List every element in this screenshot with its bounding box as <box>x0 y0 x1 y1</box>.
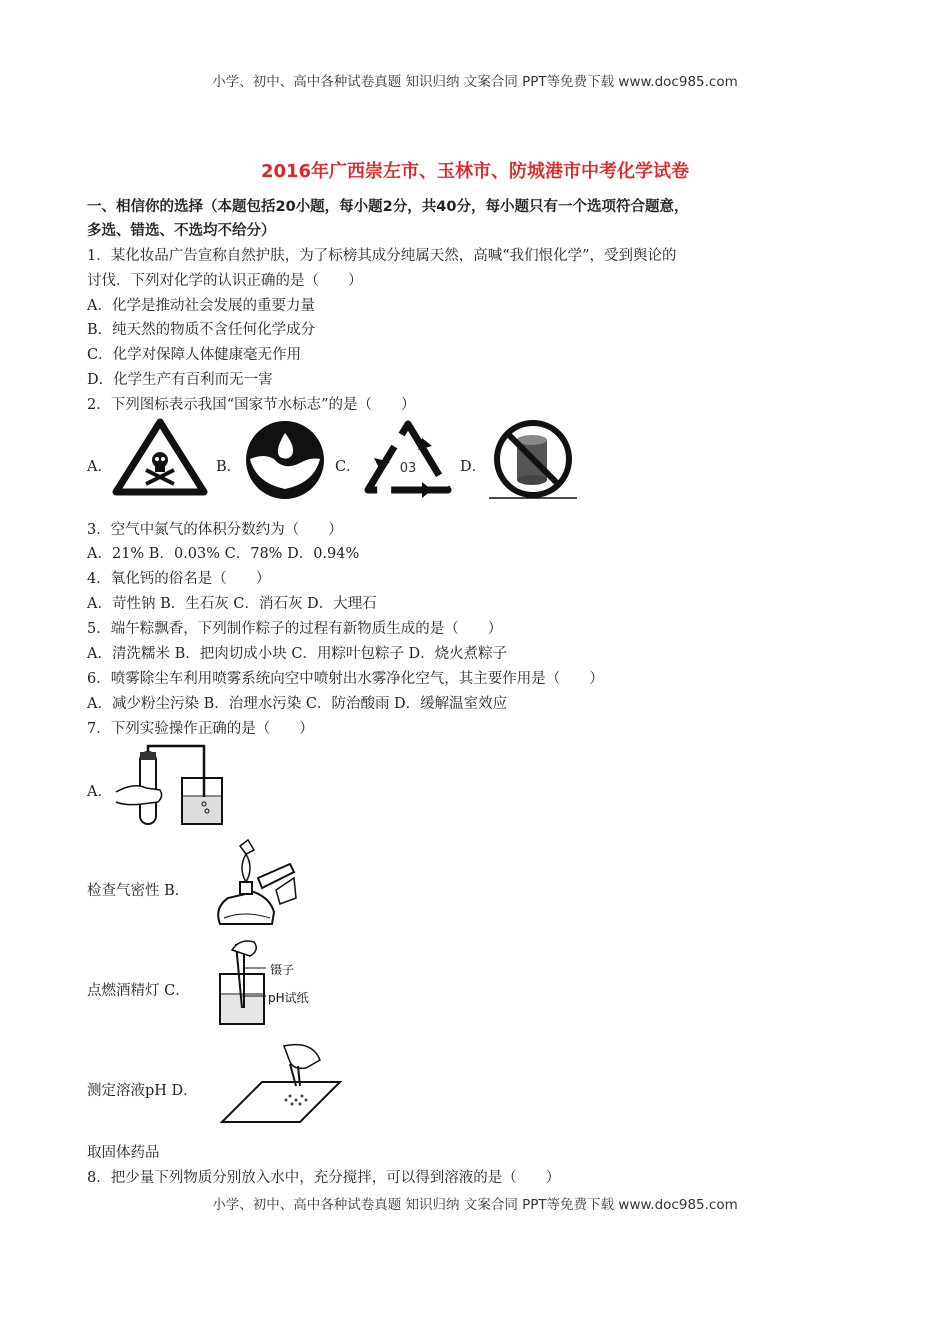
q6-options: A．减少粉尘污染 B．治理水污染 C．防治酸雨 D．缓解温室效应 <box>87 696 508 712</box>
q3-stem: 3．空气中氮气的体积分数约为（ ） <box>87 522 343 538</box>
q2-option-d-label: D． <box>460 459 487 475</box>
q4-stem: 4．氧化钙的俗名是（ ） <box>87 571 271 587</box>
q2-option-a-label: A． <box>87 459 112 475</box>
q5-stem: 5．端午粽飘香，下列制作粽子的过程有新物质生成的是（ ） <box>87 621 503 637</box>
airtightness-check-figure <box>112 744 224 828</box>
water-saving-icon <box>244 419 326 501</box>
q8-stem: 8．把少量下列物质分别放入水中，充分搅拌，可以得到溶液的是（ ） <box>87 1170 561 1186</box>
q7-option-d-label: 测定溶液pH D． <box>87 1083 198 1099</box>
page-title: 2016年广西崇左市、玉林市、防城港市中考化学试卷 <box>260 161 690 182</box>
q1-option-a: A．化学是推动社会发展的重要力量 <box>87 298 315 314</box>
q7-option-a-label: A． <box>87 784 112 800</box>
section-heading-line2: 多选、错选、不选均不给分） <box>87 223 276 239</box>
q3-options: A．21% B．0.03% C．78% D．0.94% <box>87 546 360 562</box>
recycle-icon <box>362 418 454 498</box>
q5-options: A．清洗糯米 B．把肉切成小块 C．用粽叶包粽子 D．烧火煮粽子 <box>87 646 508 662</box>
q1-option-b: B．纯天然的物质不含任何化学成分 <box>87 322 316 338</box>
q4-options: A．苛性钠 B．生石灰 C．消石灰 D．大理石 <box>87 596 377 612</box>
page-header: 小学、初中、高中各种试卷真题 知识归纳 文案合同 PPT等免费下载 www.doc985.com <box>212 74 738 90</box>
q7-stem: 7．下列实验操作正确的是（ ） <box>87 721 314 737</box>
tweezers-label: 镊子 <box>270 963 295 977</box>
recycle-code-text: 03 <box>399 461 417 476</box>
q1-stem-line1: 1．某化妆品广告宣称自然护肤，为了标榜其成分纯属天然，高喊“我们恨化学”，受到舆论的 <box>87 248 677 264</box>
q1-option-c: C．化学对保障人体健康毫无作用 <box>87 347 302 363</box>
q6-stem: 6．喷雾除尘车利用喷雾系统向空中喷射出水雾净化空气，其主要作用是（ ） <box>87 671 604 687</box>
section-heading-line1: 一、相信你的选择（本题包括20小题，每小题2分，共40分，每小题只有一个选项符合题意， <box>87 199 689 215</box>
no-barrel-icon <box>489 418 577 500</box>
q7-tail: 取固体药品 <box>87 1145 160 1161</box>
ph-paper-label: pH试纸 <box>268 991 309 1005</box>
q1-option-d: D．化学生产有百利而无一害 <box>87 372 273 388</box>
q7-option-b-label: 检查气密性 B． <box>87 883 190 899</box>
q2-option-c-label: C． <box>335 459 361 475</box>
ph-test-figure <box>214 938 324 1028</box>
alcohol-lamp-figure <box>214 838 298 928</box>
toxic-warning-icon <box>112 418 208 496</box>
q2-option-b-label: B． <box>216 459 242 475</box>
solid-reagent-figure <box>220 1040 342 1126</box>
q7-option-c-label: 点燃酒精灯 C． <box>87 983 190 999</box>
q1-stem-line2: 讨伐．下列对化学的认识正确的是（ ） <box>87 273 363 289</box>
page-footer: 小学、初中、高中各种试卷真题 知识归纳 文案合同 PPT等免费下载 www.doc985.com <box>212 1197 738 1213</box>
q2-stem: 2．下列图标表示我国“国家节水标志”的是（ ） <box>87 397 416 413</box>
